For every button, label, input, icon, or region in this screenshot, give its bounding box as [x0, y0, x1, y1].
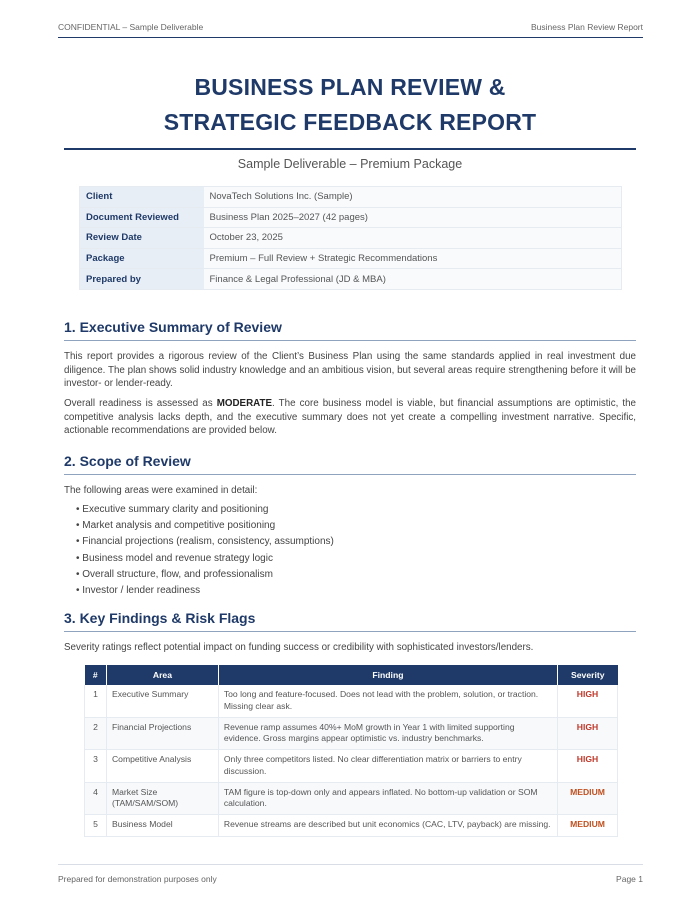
- column-header-severity: Severity: [558, 665, 618, 685]
- finding-area: Competitive Analysis: [106, 750, 218, 782]
- finding-number: 5: [85, 815, 107, 837]
- report-info-table: [79, 186, 622, 290]
- finding-text: TAM figure is top-down only and appears inflated. No bottom-up validation or SOM calculation.: [218, 782, 557, 814]
- finding-area: Business Model: [106, 815, 218, 837]
- severity-badge: MEDIUM: [558, 815, 618, 837]
- scope-list-item: • Executive summary clarity and positioning: [76, 502, 334, 518]
- column-header-area: Area: [106, 665, 218, 685]
- severity-badge: HIGH: [558, 750, 618, 782]
- finding-number: 1: [85, 685, 107, 717]
- severity-badge: HIGH: [558, 717, 618, 749]
- scope-list-item: • Business model and revenue strategy logic: [76, 551, 334, 567]
- severity-badge: HIGH: [558, 685, 618, 717]
- finding-area: Financial Projections: [106, 717, 218, 749]
- table-row: [85, 815, 618, 837]
- info-key: Package: [80, 248, 204, 269]
- finding-number: 3: [85, 750, 107, 782]
- readiness-text-before: Overall readiness is assessed as: [64, 398, 217, 409]
- report-subtitle: Sample Deliverable – Premium Package: [237, 157, 463, 171]
- findings-table: [84, 665, 618, 837]
- finding-area: Market Size (TAM/SAM/SOM): [106, 782, 218, 814]
- finding-text: Revenue streams are described but unit economics (CAC, LTV, payback) are missing.: [218, 815, 557, 837]
- title-divider: [64, 148, 636, 150]
- finding-area: Executive Summary: [106, 685, 218, 717]
- info-key: Prepared by: [80, 269, 204, 290]
- header-confidential-label: CONFIDENTIAL – Sample Deliverable: [58, 22, 204, 32]
- page-number: Page 1: [616, 874, 643, 884]
- info-key: Client: [80, 187, 204, 208]
- footer-disclaimer: Prepared for demonstration purposes only: [58, 874, 217, 884]
- info-row-client: [80, 187, 622, 208]
- info-row-date: [80, 228, 622, 249]
- findings-intro: Severity ratings reflect potential impact on funding success or credibility with sophisticated investors/lenders.: [64, 642, 534, 653]
- readiness-rating: MODERATE: [216, 398, 273, 409]
- page-footer: [58, 864, 643, 884]
- section-heading-findings: 3. Key Findings & Risk Flags: [64, 610, 636, 632]
- finding-text: Only three competitors listed. No clear differentiation matrix or barriers to entry discussion.: [218, 750, 557, 782]
- page-header: [58, 0, 643, 38]
- table-row: [85, 750, 618, 782]
- findings-header-row: [85, 665, 618, 685]
- column-header-number: #: [85, 665, 107, 685]
- report-title: [64, 70, 636, 140]
- finding-text: Too long and feature-focused. Does not lead with the problem, solution, or traction. Missing clear ask.: [218, 685, 557, 717]
- report-title-line-2: STRATEGIC FEEDBACK REPORT: [163, 109, 537, 135]
- readiness-text-after: . The core business model is viable, but financial assumptions are optimistic, the competitive analysis lacks depth, and the executive summary does not yet create a compelling investment narrative. Specific, actionable recommendations are provided below.: [64, 398, 637, 436]
- table-row: [85, 717, 618, 749]
- info-value: Premium – Full Review + Strategic Recommendations: [204, 248, 622, 269]
- scope-list: [76, 502, 334, 599]
- executive-summary-paragraph-1: This report provides a rigorous review of the Client’s Business Plan using the same standards applied in real investment due diligence. The plan shows solid industry knowledge and an ambitious vision, but several areas require strengthening before it will be investor- or lender-ready.: [64, 351, 636, 389]
- scope-intro: The following areas were examined in detail:: [64, 485, 258, 496]
- scope-list-item: • Overall structure, flow, and professionalism: [76, 567, 334, 583]
- info-row-package: [80, 248, 622, 269]
- finding-text: Revenue ramp assumes 40%+ MoM growth in Year 1 with limited supporting evidence. Gross margins appear optimistic vs. industry benchmarks.: [218, 717, 557, 749]
- severity-badge: MEDIUM: [558, 782, 618, 814]
- section-heading-scope: 2. Scope of Review: [64, 453, 636, 475]
- executive-summary-paragraph-2: [64, 397, 636, 438]
- info-key: Review Date: [80, 228, 204, 249]
- scope-list-item: • Investor / lender readiness: [76, 583, 334, 599]
- scope-list-item: • Market analysis and competitive positioning: [76, 518, 334, 534]
- table-row: [85, 782, 618, 814]
- info-value: Finance & Legal Professional (JD & MBA): [204, 269, 622, 290]
- finding-number: 2: [85, 717, 107, 749]
- info-value: NovaTech Solutions Inc. (Sample): [204, 187, 622, 208]
- info-value: October 23, 2025: [204, 228, 622, 249]
- info-key: Document Reviewed: [80, 207, 204, 228]
- finding-number: 4: [85, 782, 107, 814]
- header-report-name: Business Plan Review Report: [531, 22, 643, 32]
- report-title-line-1: BUSINESS PLAN REVIEW &: [194, 74, 506, 100]
- scope-list-item: • Financial projections (realism, consistency, assumptions): [76, 534, 334, 550]
- info-row-document: [80, 207, 622, 228]
- column-header-finding: Finding: [218, 665, 557, 685]
- info-value: Business Plan 2025–2027 (42 pages): [204, 207, 622, 228]
- info-row-prepared-by: [80, 269, 622, 290]
- section-heading-executive-summary: 1. Executive Summary of Review: [64, 319, 636, 341]
- table-row: [85, 685, 618, 717]
